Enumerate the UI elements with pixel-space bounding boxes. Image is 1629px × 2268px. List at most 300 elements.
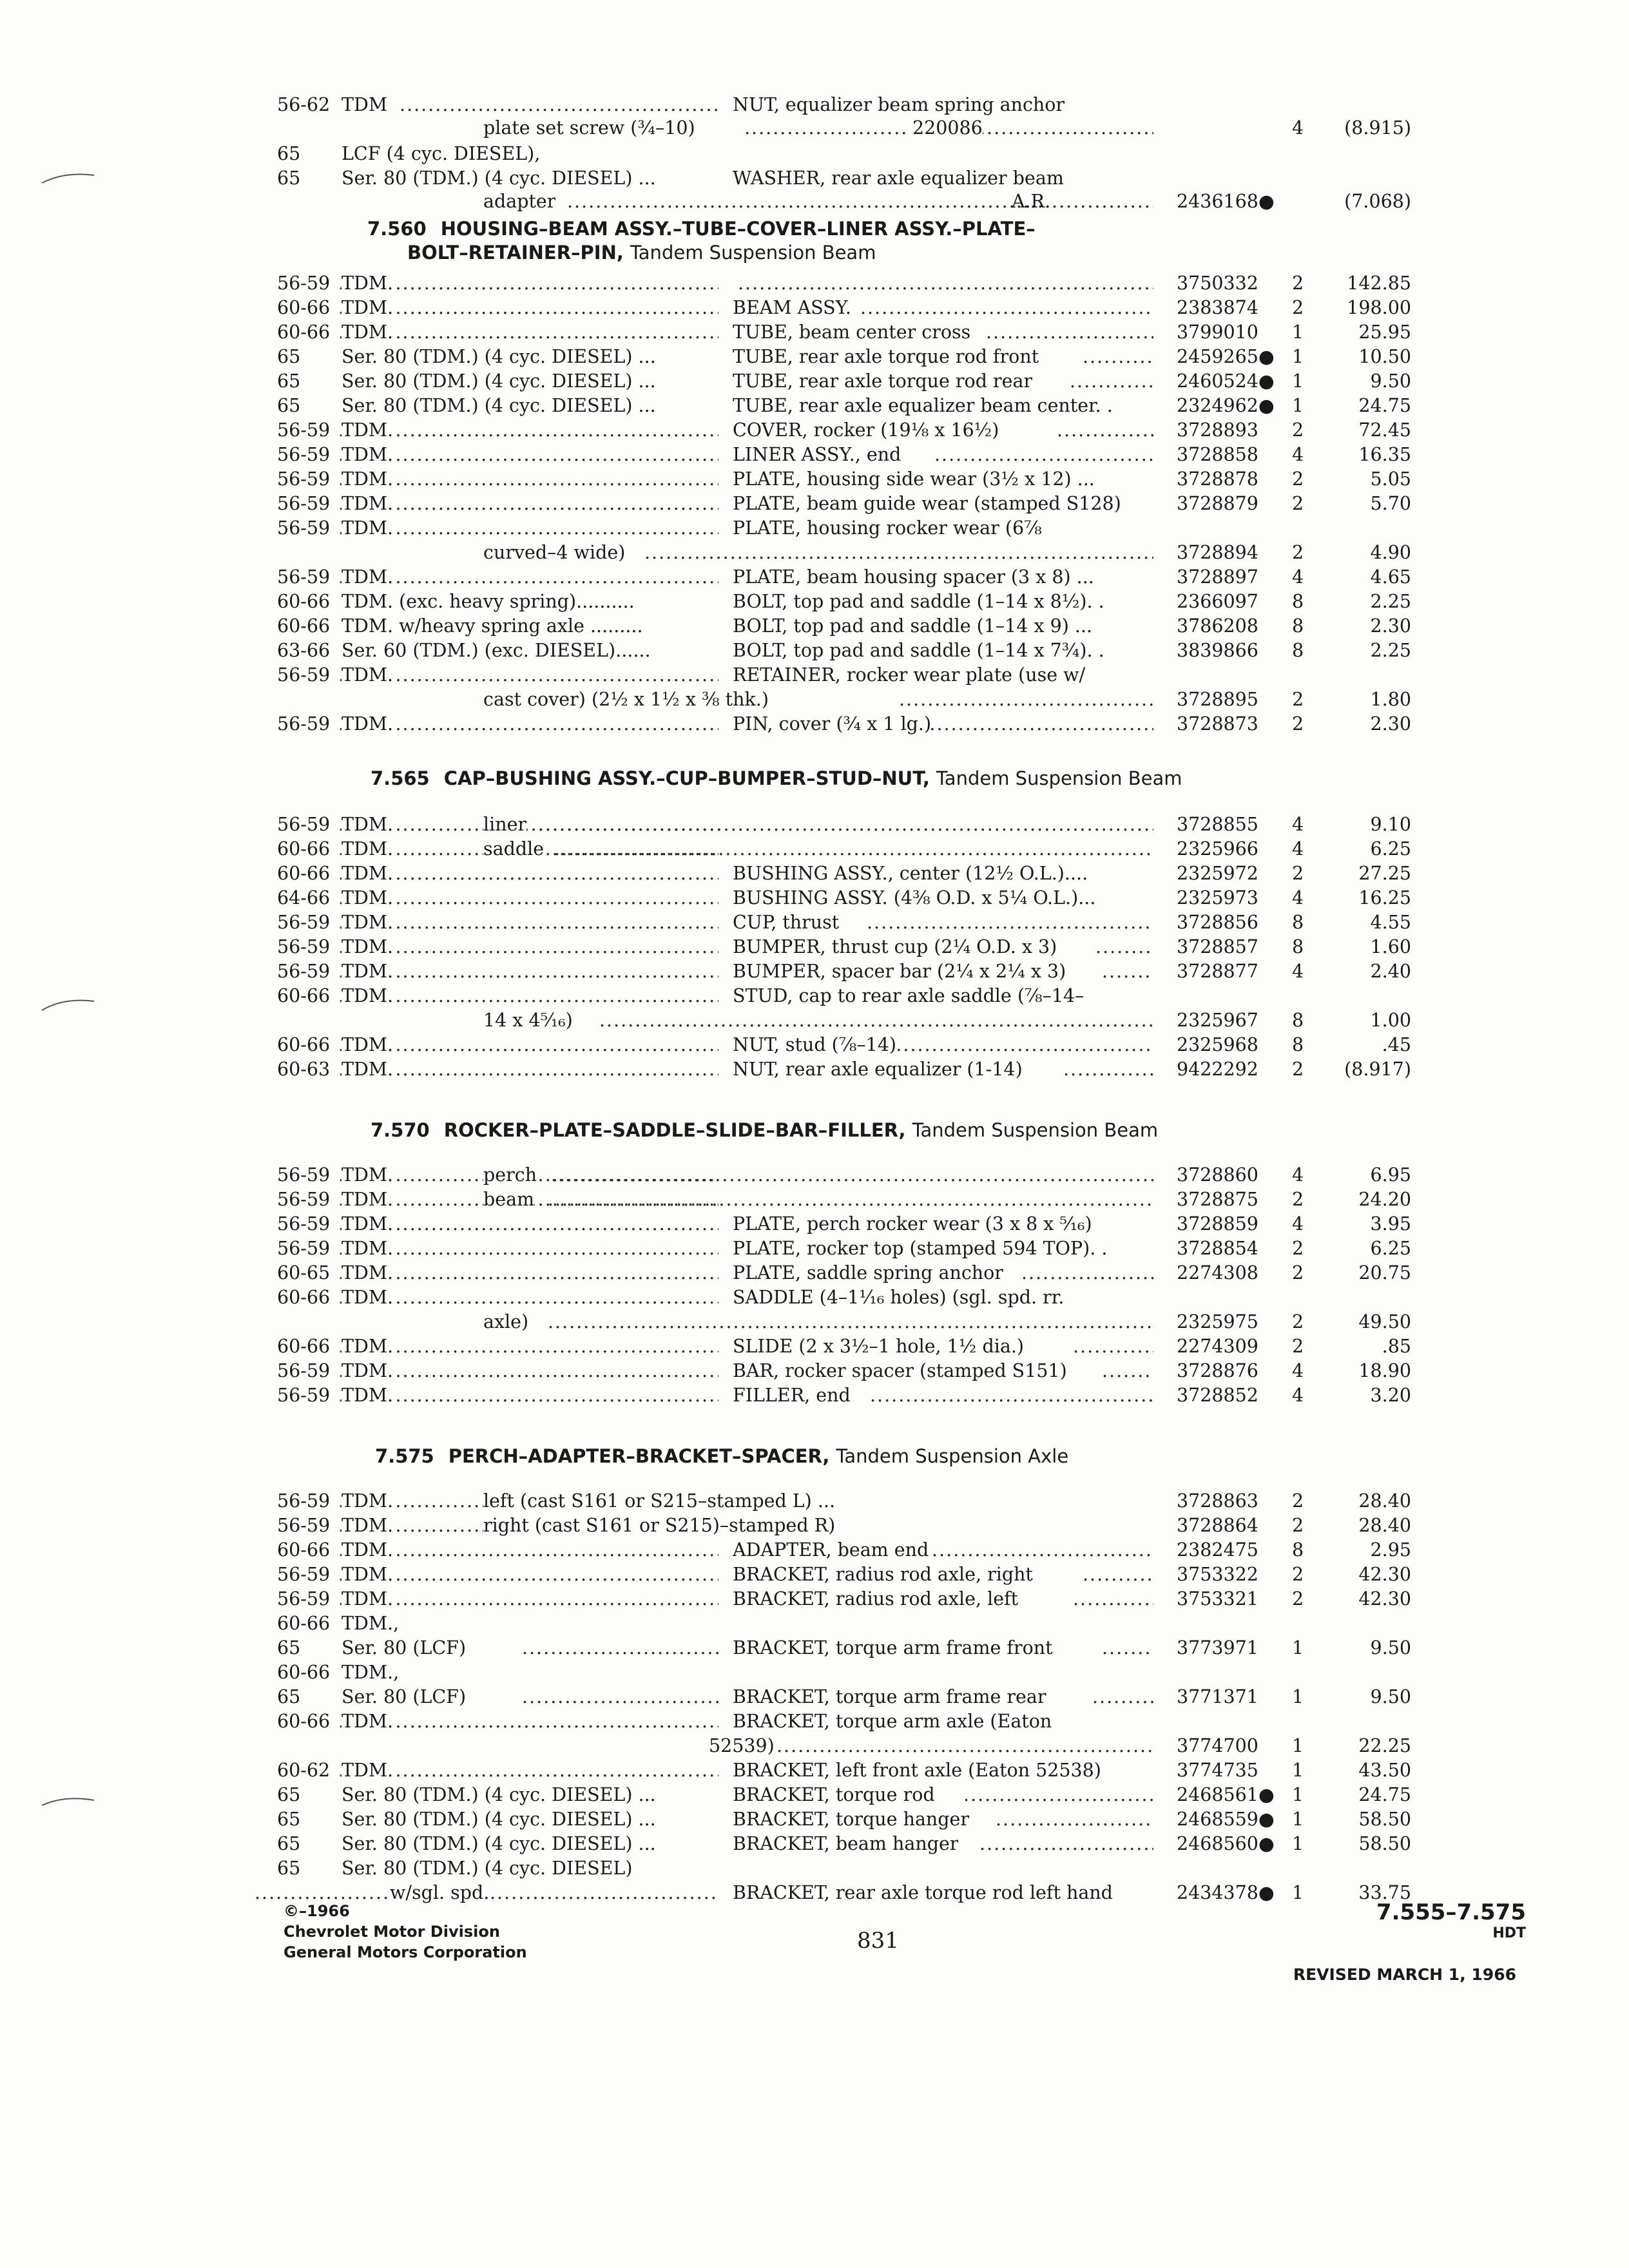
list-price: 9.50 bbox=[1370, 1686, 1411, 1707]
application: TDM. bbox=[342, 1760, 394, 1781]
parts-row bbox=[277, 1661, 1424, 1684]
part-description: 52539) bbox=[709, 1735, 775, 1756]
part-description: TUBE, rear axle torque rod front bbox=[733, 346, 1039, 367]
parts-row bbox=[277, 492, 1424, 515]
parts-row bbox=[277, 345, 1424, 369]
application: TDM. w/heavy spring axle ......... bbox=[342, 615, 643, 637]
model-years: 65 bbox=[277, 1784, 301, 1805]
quantity: 1 bbox=[1292, 1784, 1304, 1805]
dot-leader bbox=[338, 272, 718, 295]
parts-row bbox=[277, 960, 1424, 983]
parts-row bbox=[277, 1612, 1424, 1635]
dot-leader bbox=[996, 1808, 1153, 1831]
parts-row bbox=[277, 1262, 1424, 1285]
parts-row bbox=[277, 1164, 1424, 1187]
part-description: NUT, rear axle equalizer (1-14) bbox=[733, 1059, 1023, 1080]
part-number: 2383874 bbox=[1173, 296, 1258, 320]
model-years: 65 bbox=[277, 395, 301, 416]
application: TDM. bbox=[342, 985, 394, 1006]
parts-row bbox=[277, 443, 1424, 466]
parts-row bbox=[277, 713, 1424, 736]
part-description: NUT, equalizer beam spring anchor bbox=[733, 94, 1065, 115]
dot-leader bbox=[1083, 1563, 1153, 1586]
model-years: 56-59 bbox=[277, 713, 331, 735]
dot-leader bbox=[338, 1384, 718, 1407]
parts-row bbox=[277, 419, 1424, 442]
list-price: 3.95 bbox=[1370, 1213, 1411, 1235]
quantity: 1 bbox=[1292, 1735, 1304, 1756]
part-number: 3839866 bbox=[1173, 639, 1258, 662]
section-title: BOLT–RETAINER–PIN, bbox=[407, 242, 624, 264]
list-price: 16.25 bbox=[1358, 887, 1411, 908]
dot-leader bbox=[338, 985, 718, 1008]
part-description: TUBE, rear axle torque rod rear bbox=[733, 370, 1033, 392]
dot-leader bbox=[338, 1759, 718, 1782]
parts-row bbox=[277, 1710, 1424, 1733]
part-number: 3728860 bbox=[1173, 1164, 1258, 1187]
dot-leader bbox=[338, 1033, 718, 1057]
dot-leader bbox=[551, 1164, 1153, 1187]
part-description: PLATE, saddle spring anchor bbox=[733, 1262, 1003, 1283]
part-description: NUT, stud (⅞–14) bbox=[733, 1034, 897, 1055]
dot-leader bbox=[1063, 1058, 1153, 1081]
model-years: 65 bbox=[277, 346, 301, 367]
model-years: 56-59 bbox=[277, 961, 331, 982]
model-years: 65 bbox=[277, 1833, 301, 1854]
dot-leader bbox=[338, 960, 718, 983]
parts-row bbox=[277, 566, 1424, 589]
part-number: 3728877 bbox=[1173, 960, 1258, 983]
part-number: 3728873 bbox=[1173, 713, 1258, 736]
part-number: 3728876 bbox=[1173, 1360, 1258, 1383]
part-number: 3753322 bbox=[1173, 1563, 1258, 1586]
model-years: 63-66 bbox=[277, 640, 331, 661]
part-number: 2325975 bbox=[1173, 1311, 1258, 1334]
parts-row bbox=[277, 1637, 1424, 1660]
part-number: 3728858 bbox=[1173, 443, 1258, 466]
dot-leader bbox=[644, 541, 1153, 564]
part-description: BUSHING ASSY., center (12½ O.L.).... bbox=[733, 863, 1088, 884]
model-years: 56-59 bbox=[277, 1189, 331, 1210]
application: Ser. 80 (TDM.) (4 cyc. DIESEL) bbox=[342, 1858, 633, 1879]
application: TDM. bbox=[342, 887, 394, 908]
dot-leader bbox=[338, 862, 718, 885]
application: TDM. bbox=[342, 1515, 394, 1536]
quantity: 2 bbox=[1292, 713, 1304, 735]
dot-leader bbox=[338, 1563, 718, 1586]
group-range-block bbox=[1376, 1899, 1526, 1942]
quantity: 2 bbox=[1292, 1515, 1304, 1536]
application: Ser. 80 (TDM.) (4 cyc. DIESEL) ... bbox=[342, 370, 656, 392]
part-number: 3728864 bbox=[1173, 1514, 1258, 1537]
parts-row bbox=[277, 1735, 1424, 1758]
dot-leader bbox=[860, 296, 1153, 320]
list-price: 2.30 bbox=[1370, 615, 1411, 637]
quantity: 2 bbox=[1292, 273, 1304, 294]
model-years: 56-59 bbox=[277, 419, 331, 441]
part-description: BOLT, top pad and saddle (1–14 x 8½). . bbox=[733, 591, 1104, 612]
application: TDM. (exc. heavy spring).......... bbox=[342, 591, 635, 612]
parts-row bbox=[277, 142, 1424, 166]
model-years: 65 bbox=[277, 143, 301, 164]
part-description: PLATE, housing side wear (3½ x 12) ... bbox=[733, 468, 1095, 490]
part-description: PIN, cover (¾ x 1 lg.) bbox=[733, 713, 932, 735]
list-price: 2.95 bbox=[1370, 1539, 1411, 1561]
dot-leader bbox=[338, 1588, 718, 1611]
list-price: 6.25 bbox=[1370, 1238, 1411, 1259]
quantity: 2 bbox=[1292, 1311, 1304, 1332]
section-title: CAP–BUSHING ASSY.–CUP–BUMPER–STUD–NUT, bbox=[443, 767, 930, 789]
model-years: 65 bbox=[277, 370, 301, 392]
list-price: 1.80 bbox=[1370, 689, 1411, 710]
part-number: 3728863 bbox=[1173, 1490, 1258, 1513]
dot-leader bbox=[338, 1237, 718, 1260]
dot-leader bbox=[522, 1686, 718, 1709]
section-subtitle: Tandem Suspension Axle bbox=[836, 1445, 1069, 1467]
application: TDM. bbox=[342, 1287, 394, 1308]
model-years: 60-66 bbox=[277, 591, 331, 612]
application: TDM. bbox=[342, 713, 394, 735]
model-years: 60-66 bbox=[277, 297, 331, 318]
dot-leader bbox=[899, 688, 1153, 711]
model-years: 56-59 bbox=[277, 1213, 331, 1235]
parts-row bbox=[277, 190, 1424, 213]
part-number: 2459265● bbox=[1173, 345, 1275, 369]
part-number: 2325966 bbox=[1173, 838, 1258, 861]
part-description: PLATE, beam guide wear (stamped S128) bbox=[733, 493, 1121, 514]
part-description: CUP, thrust bbox=[733, 912, 840, 933]
model-years: 60-66 bbox=[277, 1613, 331, 1634]
dot-leader bbox=[548, 1188, 1153, 1211]
list-price: 33.75 bbox=[1358, 1882, 1411, 1903]
model-years: 60-66 bbox=[277, 1034, 331, 1055]
parts-row bbox=[277, 1783, 1424, 1807]
part-number: 3728893 bbox=[1173, 419, 1258, 442]
dot-leader bbox=[338, 468, 718, 491]
parts-row bbox=[277, 1009, 1424, 1032]
quantity: 2 bbox=[1292, 1262, 1304, 1283]
part-description: BRACKET, torque arm frame front bbox=[733, 1637, 1053, 1658]
model-years: 56-59 bbox=[277, 814, 331, 835]
list-price: 2.40 bbox=[1370, 961, 1411, 982]
model-years: 60-66 bbox=[277, 863, 331, 884]
dot-leader bbox=[567, 190, 1153, 213]
application: TDM. bbox=[342, 1490, 394, 1512]
part-description: BUMPER, thrust cup (2¼ O.D. x 3) bbox=[733, 936, 1057, 957]
application: Ser. 80 (TDM.) (4 cyc. DIESEL) ... bbox=[342, 346, 656, 367]
part-number: 3771371 bbox=[1173, 1686, 1258, 1709]
list-price: 27.25 bbox=[1358, 863, 1411, 884]
part-number: 3728856 bbox=[1173, 911, 1258, 934]
parts-row bbox=[277, 1384, 1424, 1407]
dot-leader bbox=[599, 1009, 1153, 1032]
application: TDM. bbox=[342, 1059, 394, 1080]
parts-row bbox=[277, 517, 1424, 540]
application: TDM. bbox=[342, 322, 394, 343]
quantity: 4 bbox=[1292, 1164, 1304, 1186]
dot-leader bbox=[1073, 1588, 1153, 1611]
part-description: FILLER, end bbox=[733, 1385, 851, 1406]
margin-pen-mark bbox=[39, 169, 97, 188]
quantity: 8 bbox=[1292, 1034, 1304, 1055]
part-description: BRACKET, left front axle (Eaton 52538) bbox=[733, 1760, 1101, 1781]
model-years: 60-66 bbox=[277, 1336, 331, 1357]
part-description: saddle bbox=[483, 838, 545, 860]
parts-row bbox=[277, 394, 1424, 418]
quantity: 8 bbox=[1292, 936, 1304, 957]
list-price: 25.95 bbox=[1358, 322, 1411, 343]
part-number: 3728855 bbox=[1173, 813, 1258, 836]
list-price: 4.55 bbox=[1370, 912, 1411, 933]
section-heading bbox=[367, 216, 1036, 242]
model-years: 65 bbox=[277, 1686, 301, 1707]
quantity: 2 bbox=[1292, 1059, 1304, 1080]
application: TDM. bbox=[342, 1360, 394, 1381]
model-years: 56-59 bbox=[277, 912, 331, 933]
part-number: 3728854 bbox=[1173, 1237, 1258, 1260]
part-description: BRACKET, radius rod axle, left bbox=[733, 1588, 1019, 1610]
parts-row bbox=[277, 1188, 1424, 1211]
part-description: SADDLE (4–1⅟₁₆ holes) (sgl. spd. rr. bbox=[733, 1287, 1065, 1308]
part-number: 2325967 bbox=[1173, 1009, 1258, 1032]
dot-leader bbox=[1102, 960, 1153, 983]
part-number: 3728894 bbox=[1173, 541, 1258, 564]
dot-leader bbox=[1057, 419, 1153, 442]
quantity: 2 bbox=[1292, 1588, 1304, 1610]
quantity: 8 bbox=[1292, 1539, 1304, 1561]
dot-leader bbox=[338, 1335, 718, 1358]
list-price: 9.50 bbox=[1370, 1637, 1411, 1658]
quantity: 1 bbox=[1292, 1637, 1304, 1658]
list-price: 24.20 bbox=[1358, 1189, 1411, 1210]
part-number: 3773971 bbox=[1173, 1637, 1258, 1660]
application: Ser. 80 (TDM.) (4 cyc. DIESEL) ... bbox=[342, 1833, 656, 1854]
part-description: PLATE, beam housing spacer (3 x 8) ... bbox=[733, 566, 1094, 588]
model-years: 65 bbox=[277, 1858, 301, 1879]
part-description: ADAPTER, beam end bbox=[733, 1539, 929, 1561]
parts-row bbox=[277, 615, 1424, 638]
parts-row bbox=[277, 370, 1424, 393]
list-price: 2.25 bbox=[1370, 591, 1411, 612]
application: TDM. bbox=[342, 1238, 394, 1259]
quantity: 2 bbox=[1292, 468, 1304, 490]
application: TDM. bbox=[342, 936, 394, 957]
model-years: 60-66 bbox=[277, 615, 331, 637]
part-number: 2366097 bbox=[1173, 590, 1258, 613]
part-number: 2274309 bbox=[1173, 1335, 1258, 1358]
application: TDM. bbox=[342, 297, 394, 318]
quantity: 8 bbox=[1292, 591, 1304, 612]
copyright: ©–1966 bbox=[284, 1902, 350, 1920]
parts-row bbox=[277, 1514, 1424, 1537]
parts-row bbox=[277, 1759, 1424, 1782]
parts-row bbox=[277, 862, 1424, 885]
part-description: BRACKET, radius rod axle, right bbox=[733, 1564, 1033, 1585]
part-number: 2468561● bbox=[1173, 1783, 1275, 1807]
model-years: 65 bbox=[277, 1637, 301, 1658]
part-description: beam bbox=[483, 1189, 535, 1210]
dot-leader bbox=[538, 813, 1153, 836]
application: TDM. bbox=[342, 493, 394, 514]
dot-leader bbox=[522, 1637, 718, 1660]
section-subtitle: Tandem Suspension Beam bbox=[936, 767, 1182, 789]
application: Ser. 80 (TDM.) (4 cyc. DIESEL) ... bbox=[342, 1809, 656, 1830]
part-number: 2434378● bbox=[1173, 1881, 1275, 1905]
application: Ser. 80 (TDM.) (4 cyc. DIESEL) ... bbox=[342, 395, 656, 416]
part-description: COVER, rocker (19⅛ x 16½) bbox=[733, 419, 999, 441]
model-years: 60-66 bbox=[277, 322, 331, 343]
parts-row bbox=[277, 272, 1424, 295]
application: TDM. bbox=[342, 419, 394, 441]
part-number: 3728879 bbox=[1173, 492, 1258, 515]
part-number: 2325973 bbox=[1173, 887, 1258, 910]
model-years: 60-66 bbox=[277, 1287, 331, 1308]
parts-row bbox=[277, 813, 1424, 836]
part-description: adapter bbox=[483, 191, 556, 212]
quantity: 1 bbox=[1292, 370, 1304, 392]
model-years: 56-59 bbox=[277, 468, 331, 490]
list-price: 58.50 bbox=[1358, 1833, 1411, 1854]
application: w/sgl. spd. bbox=[390, 1882, 490, 1903]
dot-leader bbox=[338, 1710, 718, 1733]
part-description: WASHER, rear axle equalizer beam bbox=[733, 168, 1064, 189]
list-price: 2.25 bbox=[1370, 640, 1411, 661]
model-years: 65 bbox=[277, 168, 301, 189]
quantity: 2 bbox=[1292, 297, 1304, 318]
quantity: 2 bbox=[1292, 419, 1304, 441]
quantity: 2 bbox=[1292, 1564, 1304, 1585]
list-price: 49.50 bbox=[1358, 1311, 1411, 1332]
dot-leader bbox=[338, 517, 718, 540]
part-description: BUSHING ASSY. (4⅜ O.D. x 5¼ O.L.)... bbox=[733, 887, 1096, 908]
part-description: BRACKET, torque arm axle (Eaton bbox=[733, 1711, 1052, 1732]
model-years: 64-66 bbox=[277, 887, 331, 908]
dot-leader bbox=[338, 443, 718, 466]
list-price: 18.90 bbox=[1358, 1360, 1411, 1381]
part-number: 3753321 bbox=[1173, 1588, 1258, 1611]
application: TDM. bbox=[342, 1262, 394, 1283]
application: TDM. bbox=[342, 1213, 394, 1235]
section-title: ROCKER–PLATE–SADDLE–SLIDE–BAR–FILLER, bbox=[443, 1119, 906, 1141]
model-years: 56-59 bbox=[277, 1385, 331, 1406]
dot-leader bbox=[338, 664, 718, 687]
group-number: 7.575 bbox=[375, 1445, 434, 1467]
dot-leader bbox=[338, 1058, 718, 1081]
model-years: 56-59 bbox=[277, 1238, 331, 1259]
part-description: 14 x 4⁵⁄₁₆) bbox=[483, 1010, 573, 1031]
parts-row bbox=[277, 1588, 1424, 1611]
part-description: liner bbox=[483, 814, 527, 835]
part-number: 3728852 bbox=[1173, 1384, 1258, 1407]
model-years: 60-66 bbox=[277, 838, 331, 860]
model-years: 60-62 bbox=[277, 1760, 331, 1781]
part-number: 3774735 bbox=[1173, 1759, 1258, 1782]
part-description: left (cast S161 or S215–stamped L) ... bbox=[483, 1490, 836, 1512]
application: TDM. bbox=[342, 566, 394, 588]
part-number: 3774700 bbox=[1173, 1735, 1258, 1758]
parts-row bbox=[277, 1539, 1424, 1562]
quantity: 1 bbox=[1292, 1686, 1304, 1707]
model-years: 56-59 bbox=[277, 664, 331, 686]
dot-leader bbox=[338, 419, 718, 442]
part-number: 3728875 bbox=[1173, 1188, 1258, 1211]
application: TDM. bbox=[342, 838, 394, 860]
dot-leader bbox=[1083, 345, 1153, 369]
part-description: curved–4 wide) bbox=[483, 542, 626, 563]
model-years: 56-59 bbox=[277, 493, 331, 514]
list-price: 72.45 bbox=[1358, 419, 1411, 441]
part-description: right (cast S161 or S215)–stamped R) bbox=[483, 1515, 836, 1536]
part-description: BAR, rocker spacer (stamped S151) bbox=[733, 1360, 1067, 1381]
parts-row bbox=[277, 985, 1424, 1008]
parts-row bbox=[277, 887, 1424, 910]
list-price: 142.85 bbox=[1347, 273, 1411, 294]
model-years: 56-59 bbox=[277, 444, 331, 465]
list-price: 4.90 bbox=[1370, 542, 1411, 563]
part-description: TUBE, beam center cross bbox=[733, 322, 971, 343]
part-description: BOLT, top pad and saddle (1–14 x 7¾). . bbox=[733, 640, 1104, 661]
model-years: 56-59 bbox=[277, 936, 331, 957]
section-title: PERCH–ADAPTER–BRACKET–SPACER, bbox=[448, 1445, 830, 1467]
list-price: 6.95 bbox=[1370, 1164, 1411, 1186]
part-number: 2325972 bbox=[1173, 862, 1258, 885]
division: Chevrolet Motor Division bbox=[284, 1923, 500, 1941]
list-price: 1.00 bbox=[1370, 1010, 1411, 1031]
application: TDM. bbox=[342, 1385, 394, 1406]
parts-row bbox=[277, 1857, 1424, 1880]
part-number: 2468559● bbox=[1173, 1808, 1275, 1831]
parts-row bbox=[277, 1686, 1424, 1709]
model-years: 56-59 bbox=[277, 517, 331, 539]
section-subtitle: Tandem Suspension Beam bbox=[630, 242, 876, 264]
dot-leader bbox=[338, 713, 718, 736]
part-description: axle) bbox=[483, 1311, 529, 1332]
quantity: 2 bbox=[1292, 863, 1304, 884]
parts-row bbox=[277, 1058, 1424, 1081]
part-description: BRACKET, torque rod bbox=[733, 1784, 935, 1805]
list-price: 24.75 bbox=[1358, 1784, 1411, 1805]
section-heading bbox=[371, 1117, 1158, 1143]
quantity: 1 bbox=[1292, 1809, 1304, 1830]
dot-leader bbox=[338, 296, 718, 320]
quantity: 4 bbox=[1292, 814, 1304, 835]
quantity: 4 bbox=[1292, 566, 1304, 588]
part-number: 3728895 bbox=[1173, 688, 1258, 711]
application: Ser. 80 (TDM.) (4 cyc. DIESEL) ... bbox=[342, 1784, 656, 1805]
part-number: 2460524● bbox=[1173, 370, 1275, 393]
dot-leader bbox=[860, 1033, 1153, 1057]
part-description: BEAM ASSY. bbox=[733, 297, 851, 318]
parts-row bbox=[277, 1563, 1424, 1586]
part-description: BRACKET, torque arm frame rear bbox=[733, 1686, 1046, 1707]
list-price: 42.30 bbox=[1358, 1564, 1411, 1585]
revision-date: REVISED MARCH 1, 1966 bbox=[1293, 1965, 1516, 1984]
list-price: 198.00 bbox=[1347, 297, 1411, 318]
model-years: 56-59 bbox=[277, 1164, 331, 1186]
application: TDM. bbox=[342, 1588, 394, 1610]
quantity: 4 bbox=[1292, 444, 1304, 465]
list-price: .85 bbox=[1382, 1336, 1411, 1357]
application: TDM. bbox=[342, 1564, 394, 1585]
parts-row bbox=[277, 936, 1424, 959]
parts-row bbox=[277, 1335, 1424, 1358]
application: TDM. bbox=[342, 468, 394, 490]
dot-leader bbox=[338, 492, 718, 515]
list-price: 58.50 bbox=[1358, 1809, 1411, 1830]
parts-row bbox=[277, 468, 1424, 491]
part-number: 3750332 bbox=[1173, 272, 1258, 295]
model-years: 60-66 bbox=[277, 1711, 331, 1732]
